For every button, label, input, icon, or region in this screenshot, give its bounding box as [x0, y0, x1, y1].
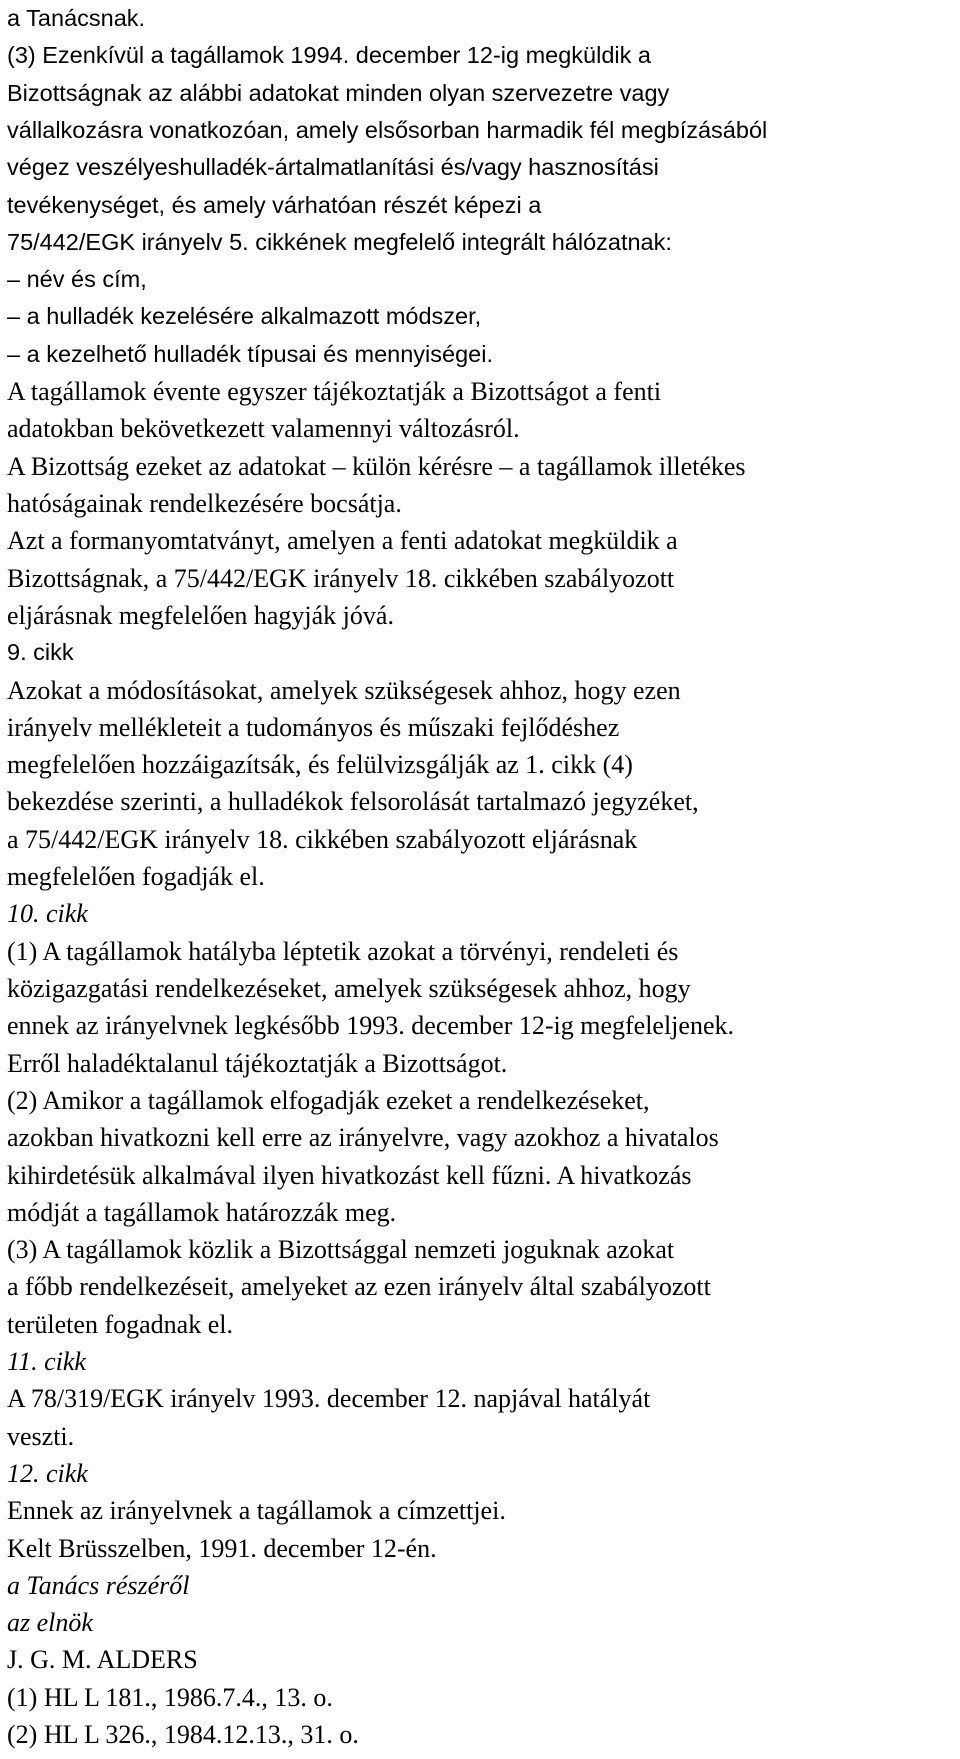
text-line: 75/442/EGK irányelv 5. cikkének megfelelő integrált hálózatnak: — [7, 229, 672, 255]
text-line: végez veszélyeshulladék-ártalmatlanítási és/vagy hasznosítási — [7, 154, 659, 180]
text-line: (3) A tagállamok közlik a Bizottsággal nemzeti joguknak azokat — [7, 1235, 675, 1264]
text-line: bekezdése szerinti, a hulladékok felsorolását tartalmazó jegyzéket, — [7, 787, 699, 816]
text-line: A 78/319/EGK irányelv 1993. december 12. napjával hatályát — [7, 1384, 651, 1413]
text-line: a főbb rendelkezéseit, amelyeket az ezen irányelv által szabályozott — [7, 1272, 711, 1301]
text-line: ennek az irányelvnek legkésőbb 1993. december 12-ig megfeleljenek. — [7, 1011, 734, 1040]
article-heading: 12. cikk — [7, 1459, 88, 1488]
article-heading: 9. cikk — [7, 639, 74, 665]
signatory-heading: a Tanács részéről — [7, 1571, 190, 1600]
text-line: (2) Amikor a tagállamok elfogadják ezeket a rendelkezéseket, — [7, 1086, 650, 1115]
text-line: A Bizottság ezeket az adatokat – külön kérésre – a tagállamok illetékes — [7, 452, 746, 481]
article-heading: 10. cikk — [7, 899, 88, 928]
text-line: módját a tagállamok határozzák meg. — [7, 1198, 397, 1227]
signatory-name: J. G. M. ALDERS — [7, 1645, 198, 1674]
text-line: Ennek az irányelvnek a tagállamok a címzettjei. — [7, 1496, 506, 1525]
text-line: Bizottságnak, a 75/442/EGK irányelv 18. cikkében szabályozott — [7, 564, 675, 593]
text-line: Kelt Brüsszelben, 1991. december 12-én. — [7, 1534, 437, 1563]
list-item: – név és cím, — [7, 266, 147, 292]
footnote: (2) HL L 326., 1984.12.13., 31. o. — [7, 1720, 359, 1749]
text-line: Bizottságnak az alábbi adatokat minden olyan szervezetre vagy — [7, 80, 670, 106]
text-line: a Tanácsnak. — [7, 5, 146, 31]
text-line: kihirdetésük alkalmával ilyen hivatkozást kell fűzni. A hivatkozás — [7, 1161, 692, 1190]
signatory-role: az elnök — [7, 1608, 93, 1637]
text-line: (1) A tagállamok hatályba léptetik azokat a törvényi, rendeleti és — [7, 937, 679, 966]
footnote: (1) HL L 181., 1986.7.4., 13. o. — [7, 1683, 333, 1712]
text-line: veszti. — [7, 1422, 75, 1451]
text-line: (3) Ezenkívül a tagállamok 1994. december 12-ig megküldik a — [7, 42, 651, 68]
text-line: területen fogadnak el. — [7, 1310, 233, 1339]
text-line: a 75/442/EGK irányelv 18. cikkében szabályozott eljárásnak — [7, 825, 638, 854]
text-line: tevékenységet, és amely várhatóan részét képezi a — [7, 192, 542, 218]
text-line: megfelelően hozzáigazítsák, és felülvizsgálják az 1. cikk (4) — [7, 750, 633, 779]
text-line: Azt a formanyomtatványt, amelyen a fenti adatokat megküldik a — [7, 526, 678, 555]
text-line: vállalkozásra vonatkozóan, amely elsősorban harmadik fél megbízásából — [7, 117, 768, 143]
text-line: hatóságainak rendelkezésére bocsátja. — [7, 489, 402, 518]
list-item: – a hulladék kezelésére alkalmazott módszer, — [7, 303, 482, 329]
text-line: közigazgatási rendelkezéseket, amelyek szükségesek ahhoz, hogy — [7, 974, 691, 1003]
text-line: Azokat a módosításokat, amelyek szükségesek ahhoz, hogy ezen — [7, 676, 681, 705]
list-item: – a kezelhető hulladék típusai és mennyiségei. — [7, 341, 493, 367]
text-line: megfelelően fogadják el. — [7, 862, 265, 891]
text-line: eljárásnak megfelelően hagyják jóvá. — [7, 601, 394, 630]
text-line: azokban hivatkozni kell erre az irányelvre, vagy azokhoz a hivatalos — [7, 1123, 719, 1152]
text-line: A tagállamok évente egyszer tájékoztatják a Bizottságot a fenti — [7, 377, 662, 406]
text-line: irányelv mellékleteit a tudományos és műszaki fejlődéshez — [7, 713, 620, 742]
article-heading: 11. cikk — [7, 1347, 86, 1376]
text-line: Erről haladéktalanul tájékoztatják a Bizottságot. — [7, 1049, 508, 1078]
text-line: adatokban bekövetkezett valamennyi változásról. — [7, 414, 520, 443]
